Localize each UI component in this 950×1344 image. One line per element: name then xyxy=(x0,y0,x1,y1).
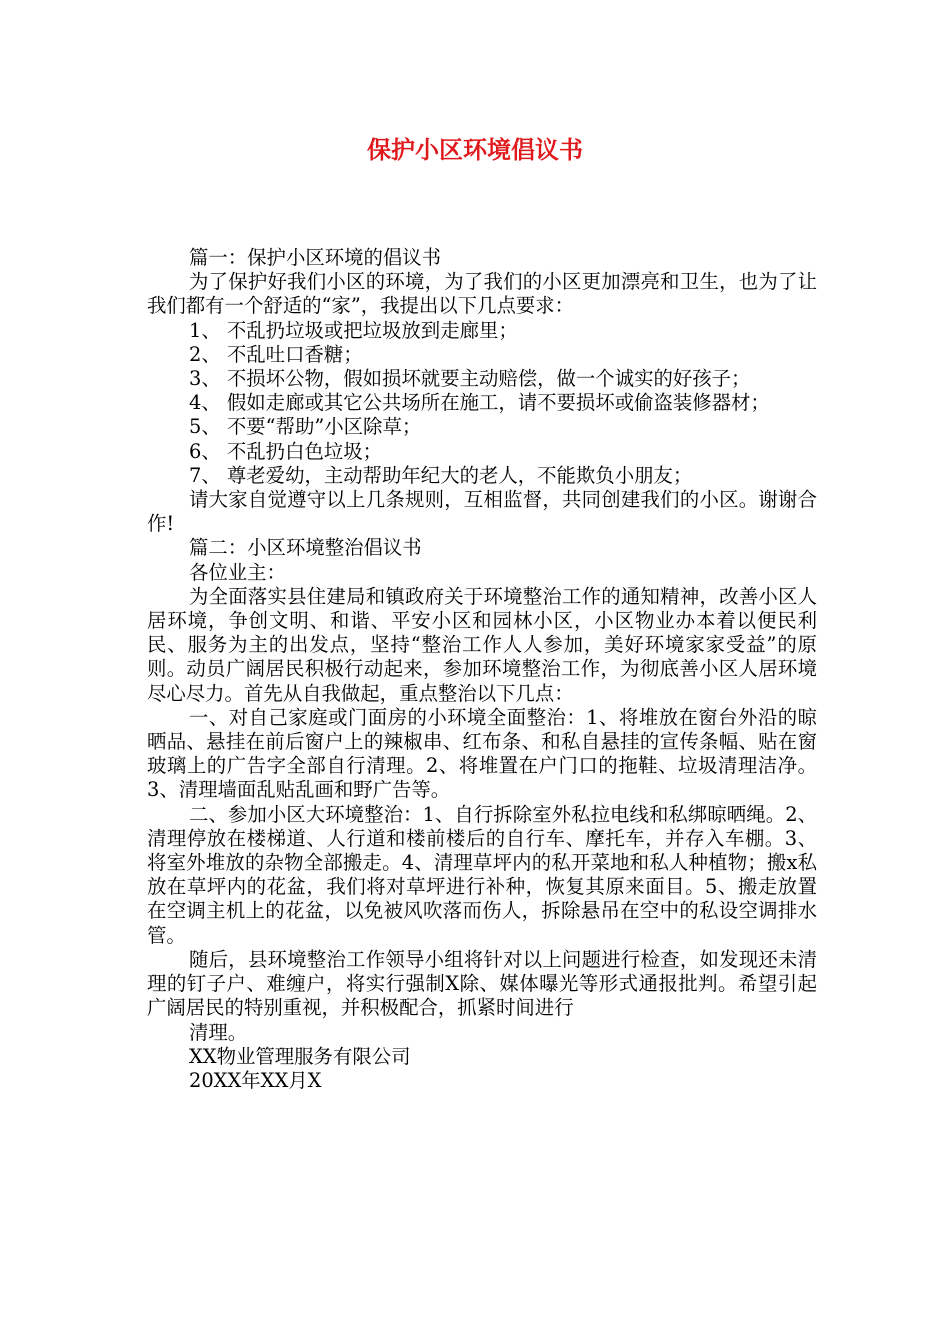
paragraph-intro: 为了保护好我们小区的环境，为了我们的小区更加漂亮和卫生，也为了让我们都有一个舒适的“家”，我提出以下几点要求： xyxy=(147,270,817,318)
signature-company: XX物业管理服务有限公司 xyxy=(189,1044,411,1068)
document-title: 保护小区环境倡议书 xyxy=(367,136,583,164)
salutation: 各位业主： xyxy=(189,560,286,584)
list-item-5: 5、 不要“帮助”小区除草； xyxy=(189,415,422,439)
paragraph-point-1: 一、对自己家庭或门面房的小环境全面整治：1、将堆放在窗台外沿的晾晒品、悬挂在前后窗户上的辣椒串、红布条、和私自悬挂的宣传条幅、贴在窗玻璃上的广告字全部自行清理。2、将堆置在户门口的拖鞋、垃圾清理洁净。3、清理墙面乱贴乱画和野广告等。 xyxy=(147,705,817,802)
document-body xyxy=(147,246,817,1093)
list-item-4: 4、 假如走廊或其它公共场所在施工，请不要损坏或偷盗装修器材； xyxy=(189,391,770,415)
paragraph-point-2: 二、参加小区大环境整治：1、自行拆除室外私拉电线和私绑晾晒绳。2、清理停放在楼梯道、人行道和楼前楼后的自行车、摩托车，并存入车棚。3、将室外堆放的杂物全部搬走。4、清理草坪内的私开菜地和私人种植物；搬x私放在草坪内的花盆，我们将对草坪进行补种，恢复其原来面目。5、搬走放置在空调主机上的花盆，以免被风吹落而伤人，拆除悬吊在空中的私设空调排水管。 xyxy=(147,802,817,947)
paragraph-followup: 随后，县环境整治工作领导小组将针对以上问题进行检查，如发现还未清理的钉子户、难缠户，将实行强制X除、媒体曝光等形式通报批判。希望引起广阔居民的特别重视，并积极配合，抓紧时间进行 xyxy=(147,947,817,1020)
section-heading-2: 篇二：小区环境整治倡议书 xyxy=(189,536,422,560)
paragraph-continuation: 清理。 xyxy=(189,1020,248,1044)
list-item-2: 2、 不乱吐口香糖； xyxy=(189,342,363,366)
list-item-7: 7、 尊老爱幼，主动帮助年纪大的老人，不能欺负小朋友； xyxy=(189,463,693,487)
list-item-3: 3、 不损坏公物，假如损坏就要主动赔偿，做一个诚实的好孩子； xyxy=(189,367,751,391)
list-item-6: 6、 不乱扔白色垃圾； xyxy=(189,439,383,463)
paragraph-closing-1: 请大家自觉遵守以上几条规则，互相监督，共同创建我们的小区。谢谢合作! xyxy=(147,488,817,536)
list-item-1: 1、 不乱扔垃圾或把垃圾放到走廊里； xyxy=(189,318,518,342)
signature-date: 20XX年XX月X xyxy=(189,1068,322,1092)
section-heading-1: 篇一：保护小区环境的倡议书 xyxy=(189,246,442,269)
paragraph-notice: 为全面落实县住建局和镇政府关于环境整治工作的通知精神，改善小区人居环境，争创文明、和谐、平安小区和园林小区，小区物业办本着以便民利民、服务为主的出发点，坚持“整治工作人人参加，美好环境家家受益”的原则。动员广阔居民积极行动起来，参加环境整治工作，为彻底善小区人居环境尽心尽力。首先从自我做起，重点整治以下几点： xyxy=(147,584,817,705)
